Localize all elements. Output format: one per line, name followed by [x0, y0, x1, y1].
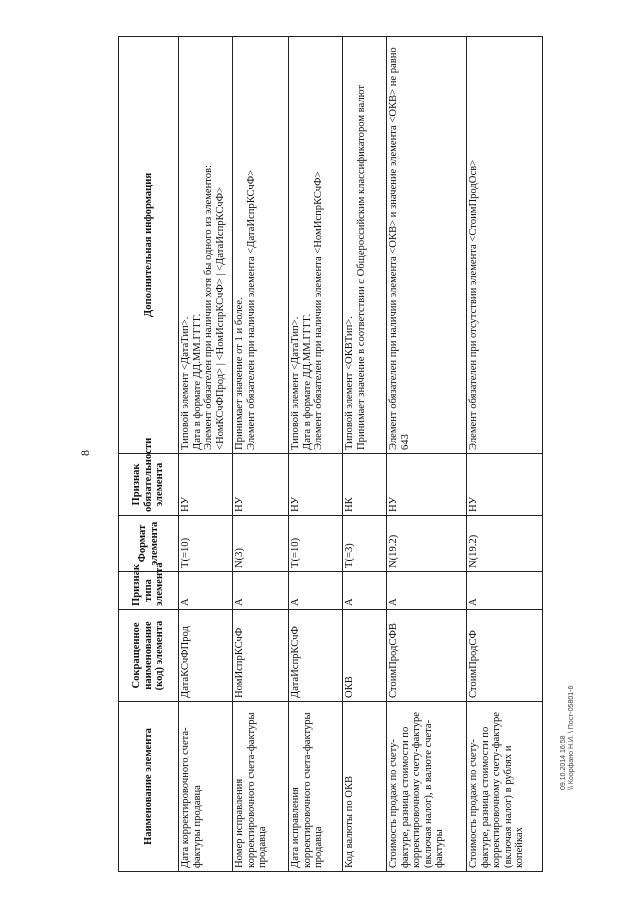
cell-type: А — [289, 572, 343, 610]
cell-name: Стоимость продаж по счету-фактуре, разница стоимости по корректировочному счету-фактуре (включая налог) в рублях и копейках — [467, 702, 543, 872]
header-required: Признак обязательности элемента — [119, 454, 179, 516]
cell-type: А — [179, 572, 233, 610]
cell-required: НК — [343, 454, 387, 516]
cell-info: Элемент обязателен при наличии элемента <ОКВ> и значение элемента <ОКВ> не равно 643 — [387, 37, 467, 454]
cell-required: НУ — [289, 454, 343, 516]
cell-type: А — [343, 572, 387, 610]
page-number: 8 — [78, 450, 92, 456]
cell-format: T(=10) — [289, 516, 343, 572]
cell-type: А — [233, 572, 289, 610]
cell-required: НУ — [387, 454, 467, 516]
table-row — [233, 37, 289, 872]
header-format: Формат элемента — [119, 516, 179, 572]
cell-name: Дата корректировочного счета-фактуры продавца — [179, 702, 233, 872]
cell-code: ОКВ — [343, 610, 387, 702]
cell-info: Типовой элемент <ОКВТип>. Принимает значение в соответствии с Общероссийским классификатором валют — [343, 37, 387, 454]
cell-code: ДатаИспрКСчФ — [289, 610, 343, 702]
cell-code: НомИспрКСчФ — [233, 610, 289, 702]
cell-name: Код валюты по ОКВ — [343, 702, 387, 872]
cell-name: Дата исправления корректировочного счета-фактуры продавца — [289, 702, 343, 872]
footer-line-1: 09.10.2014 16:58 — [560, 735, 567, 790]
cell-format: T(=10) — [179, 516, 233, 572]
cell-code: ДатаКСчФПрод — [179, 610, 233, 702]
cell-info: Типовой элемент <ДатаТип>. Дата в формате ДД.ММ.ГГГГ. Элемент обязателен при наличии элемента <НомИспрКСчФ> — [289, 37, 343, 454]
cell-format: N(19.2) — [467, 516, 543, 572]
table-row — [387, 37, 467, 872]
cell-code: СтоимПродСФ — [467, 610, 543, 702]
cell-code: СтоимПродСФВ — [387, 610, 467, 702]
cell-required: НУ — [233, 454, 289, 516]
header-type: Признак типа элемента — [119, 572, 179, 610]
footer-line-2: \\ Коорфано Н.И. \ Пост-05801-6 — [568, 685, 575, 790]
cell-name: Номер исправления корректировочного счета-фактуры продавца — [233, 702, 289, 872]
table-row — [289, 37, 343, 872]
cell-type: А — [387, 572, 467, 610]
table-row — [179, 37, 233, 872]
table-row — [467, 37, 543, 872]
table-header-row — [119, 37, 179, 872]
header-code: Сокращенное наименование (код) элемента — [119, 610, 179, 702]
cell-info: Принимает значение от 1 и более. Элемент обязателен при наличии элемента <ДатаИспрКСчФ> — [233, 37, 289, 454]
element-spec-table — [118, 36, 543, 872]
cell-info: Элемент обязателен при отсутствии элемента <СтоимПродОсв> — [467, 37, 543, 454]
rotated-page-content — [118, 37, 526, 872]
footer-stamp — [560, 640, 575, 790]
cell-format: N(3) — [233, 516, 289, 572]
header-name: Наименование элемента — [119, 702, 179, 872]
header-info: Дополнительная информация — [119, 37, 179, 454]
table-row — [343, 37, 387, 872]
cell-required: НУ — [467, 454, 543, 516]
cell-info: Типовой элемент <ДатаТип>. Дата в формате ДД.ММ.ГГГГ. Элемент обязателен при наличии хотя бы одного из элементов: <НомКСчФПрод> | <НомИспрКСчФ> | <ДатаИспрКСчФ> — [179, 37, 233, 454]
cell-format: N(19.2) — [387, 516, 467, 572]
cell-required: НУ — [179, 454, 233, 516]
cell-format: T(=3) — [343, 516, 387, 572]
cell-type: А — [467, 572, 543, 610]
cell-name: Стоимость продаж по счету-фактуре, разница стоимости по корректировочному счету-фактуре (включая налог), в валюте счета-фактуры — [387, 702, 467, 872]
